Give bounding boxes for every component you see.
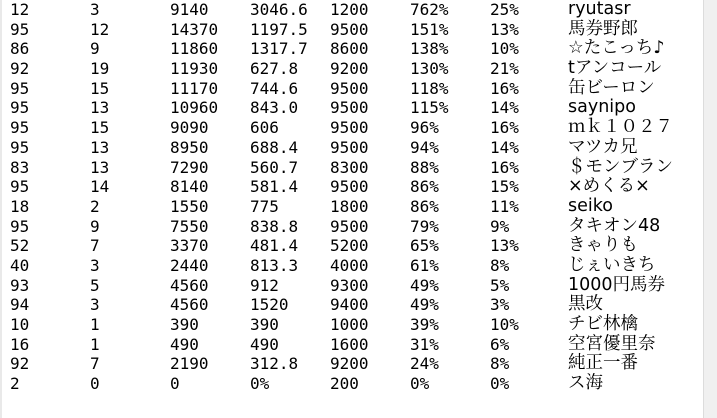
table-row[interactable] (0, 158, 703, 178)
table-cell: 6% (490, 334, 510, 354)
table-row[interactable] (0, 335, 703, 355)
table-cell: 94 (10, 295, 30, 315)
table-row[interactable] (0, 177, 703, 197)
table-row[interactable] (0, 118, 703, 138)
table-cell: 95 (10, 78, 30, 98)
table-cell: 96% (410, 118, 439, 138)
table-cell: 12 (90, 19, 110, 39)
table-cell: 9 (90, 216, 100, 236)
table-cell: 95 (10, 137, 30, 157)
table-cell: 3 (90, 0, 100, 19)
table-cell: 24% (410, 354, 439, 374)
table-cell: 606 (250, 118, 279, 138)
table-cell: 10 (10, 315, 30, 334)
player-name: きゃりも (568, 235, 638, 256)
table-row[interactable] (0, 236, 703, 256)
table-cell: 11% (490, 196, 519, 216)
table-row[interactable] (0, 374, 703, 394)
table-cell: 4560 (170, 275, 209, 295)
table-cell: 390 (250, 315, 279, 334)
table-cell: 13 (90, 98, 110, 118)
table-cell: 762% (410, 0, 449, 19)
table-row[interactable] (0, 39, 703, 59)
player-name: seiko (568, 195, 613, 216)
table-cell: 19 (90, 59, 110, 79)
table-cell: 1800 (330, 196, 369, 216)
table-cell: 18 (10, 196, 30, 216)
table-cell: 9500 (330, 78, 369, 98)
table-row[interactable] (0, 0, 703, 20)
table-cell: 1000 (330, 315, 369, 334)
table-cell: 95 (10, 118, 30, 138)
table-cell: 49% (410, 275, 439, 295)
table-cell: 9500 (330, 98, 369, 118)
table-cell: 4000 (330, 255, 369, 275)
table-cell: 14370 (170, 19, 219, 39)
table-cell: 13 (90, 157, 110, 177)
table-cell: 7 (90, 354, 100, 374)
table-cell: 0% (410, 374, 430, 394)
table-cell: 2190 (170, 354, 209, 374)
table-cell: 9500 (330, 19, 369, 39)
table-cell: 2 (10, 374, 20, 394)
table-cell: 10960 (170, 98, 219, 118)
table-cell: 61% (410, 255, 439, 275)
table-cell: 627.8 (250, 59, 299, 79)
table-cell: 5 (90, 275, 100, 295)
table-cell: 49% (410, 295, 439, 315)
table-cell: 65% (410, 236, 439, 256)
table-cell: 95 (10, 216, 30, 236)
table-cell: 9500 (330, 177, 369, 197)
table-cell: 9140 (170, 0, 209, 19)
table-cell: 16 (10, 334, 30, 354)
table-cell: 9090 (170, 118, 209, 138)
table-cell: 95 (10, 19, 30, 39)
player-name: じぇいきち (568, 254, 656, 275)
table-cell: 688.4 (250, 137, 299, 157)
table-cell: 1550 (170, 196, 209, 216)
table-cell: 3 (90, 295, 100, 315)
table-cell: 2440 (170, 255, 209, 275)
table-row[interactable] (0, 217, 703, 237)
table-cell: 843.0 (250, 98, 299, 118)
table-cell: 40 (10, 255, 30, 275)
table-cell: 1 (90, 334, 100, 354)
table-cell: 9500 (330, 137, 369, 157)
table-cell: 16% (490, 78, 519, 98)
table-cell: 7290 (170, 157, 209, 177)
player-name: マツカ兄 (568, 136, 638, 157)
table-cell: 83 (10, 157, 30, 177)
table-cell: 86 (10, 39, 30, 59)
table-cell: 1600 (330, 334, 369, 354)
table-cell: 912 (250, 275, 279, 295)
table-row[interactable] (0, 295, 703, 315)
table-cell: 7 (90, 236, 100, 256)
table-cell: 8% (490, 354, 510, 374)
vertical-scrollbar[interactable] (703, 0, 717, 418)
player-name: ×めくる× (568, 176, 650, 197)
player-name: ＄モンブラン (568, 156, 673, 177)
table-row[interactable] (0, 354, 703, 374)
player-name: ryutasr (568, 0, 631, 19)
table-cell: 560.7 (250, 157, 299, 177)
table-cell: 79% (410, 216, 439, 236)
table-cell: 14% (490, 137, 519, 157)
table-cell: 775 (250, 196, 279, 216)
table-cell: 312.8 (250, 354, 299, 374)
table-row[interactable] (0, 79, 703, 99)
table-cell: 11170 (170, 78, 219, 98)
table-cell: 9500 (330, 216, 369, 236)
player-name: ｍｋ１０２７ (568, 117, 673, 138)
player-name: 缶ビーロン (568, 77, 655, 98)
table-cell: 10% (490, 39, 519, 59)
table-row[interactable] (0, 59, 703, 79)
table-row[interactable] (0, 276, 703, 296)
player-name: 黒改 (568, 294, 603, 315)
player-name: タキオン48 (568, 215, 661, 236)
table-cell: 11930 (170, 59, 219, 79)
table-cell: 3% (490, 295, 510, 315)
table-row[interactable] (0, 20, 703, 40)
table-cell: 14% (490, 98, 519, 118)
table-cell: 8300 (330, 157, 369, 177)
table-cell: 13% (490, 236, 519, 256)
table-cell: 21% (490, 59, 519, 79)
table-cell: 838.8 (250, 216, 299, 236)
table-cell: 10% (490, 315, 519, 334)
table-cell: 9% (490, 216, 510, 236)
table-cell: 390 (170, 315, 199, 334)
player-name: 純正一番 (568, 353, 638, 374)
table-cell: 0 (90, 374, 100, 394)
table-cell: 11860 (170, 39, 219, 59)
table-row[interactable] (0, 197, 703, 217)
table-cell: 52 (10, 236, 30, 256)
table-cell: 130% (410, 59, 449, 79)
table-cell: 9300 (330, 275, 369, 295)
table-row[interactable] (0, 256, 703, 276)
table-cell: 9400 (330, 295, 369, 315)
table-cell: 5200 (330, 236, 369, 256)
table-cell: 9200 (330, 354, 369, 374)
player-name: 1000円馬券 (568, 274, 666, 295)
table-cell: 92 (10, 59, 30, 79)
table-cell: 1197.5 (250, 19, 308, 39)
table-cell: 200 (330, 374, 359, 394)
table-cell: 138% (410, 39, 449, 59)
table-cell: 13 (90, 137, 110, 157)
player-name: 空宮優里奈 (568, 333, 656, 354)
table-cell: 0% (490, 374, 510, 394)
player-name: tアンコール (568, 58, 662, 79)
table-cell: 2 (90, 196, 100, 216)
player-name: ☆たこっち♪ (568, 38, 665, 59)
table-cell: 15 (90, 118, 110, 138)
table-row[interactable] (0, 315, 703, 335)
table-cell: 1520 (250, 295, 289, 315)
table-cell: 151% (410, 19, 449, 39)
table-cell: 3370 (170, 236, 209, 256)
table-cell: 9 (90, 39, 100, 59)
table-cell: 16% (490, 157, 519, 177)
table-cell: 481.4 (250, 236, 299, 256)
table-cell: 115% (410, 98, 449, 118)
table-cell: 3046.6 (250, 0, 308, 19)
table-cell: 88% (410, 157, 439, 177)
table-cell: 15 (90, 78, 110, 98)
table-cell: 13% (490, 19, 519, 39)
table-cell: 3 (90, 255, 100, 275)
table-cell: 93 (10, 275, 30, 295)
player-name: saynipo (568, 97, 636, 118)
table-cell: 0 (170, 374, 180, 394)
table-cell: 4560 (170, 295, 209, 315)
table-cell: 8% (490, 255, 510, 275)
table-cell: 1317.7 (250, 39, 308, 59)
table-cell: 15% (490, 177, 519, 197)
table-cell: 0% (250, 374, 270, 394)
table-cell: 25% (490, 0, 519, 19)
table-cell: 92 (10, 354, 30, 374)
table-row[interactable] (0, 138, 703, 158)
table-cell: 118% (410, 78, 449, 98)
table-cell: 8140 (170, 177, 209, 197)
table-cell: 95 (10, 98, 30, 118)
table-cell: 813.3 (250, 255, 299, 275)
table-cell: 9200 (330, 59, 369, 79)
table-cell: 581.4 (250, 177, 299, 197)
table-cell: 16% (490, 118, 519, 138)
table-cell: 8950 (170, 137, 209, 157)
player-name: ス海 (568, 373, 603, 394)
table-cell: 95 (10, 177, 30, 197)
table-row[interactable] (0, 98, 703, 118)
table-cell: 5% (490, 275, 510, 295)
table-cell: 490 (170, 334, 199, 354)
table-cell: 14 (90, 177, 110, 197)
table-cell: 86% (410, 196, 439, 216)
table-cell: 31% (410, 334, 439, 354)
table-cell: 1200 (330, 0, 369, 19)
table-cell: 39% (410, 315, 439, 334)
table-cell: 7550 (170, 216, 209, 236)
table-cell: 744.6 (250, 78, 299, 98)
table-cell: 12 (10, 0, 30, 19)
player-name: 馬券野郎 (568, 18, 638, 39)
table-cell: 9500 (330, 118, 369, 138)
table-cell: 94% (410, 137, 439, 157)
table-cell: 8600 (330, 39, 369, 59)
table-cell: 86% (410, 177, 439, 197)
table-cell: 1 (90, 315, 100, 334)
table-cell: 490 (250, 334, 279, 354)
player-name: チビ林檎 (568, 314, 638, 334)
